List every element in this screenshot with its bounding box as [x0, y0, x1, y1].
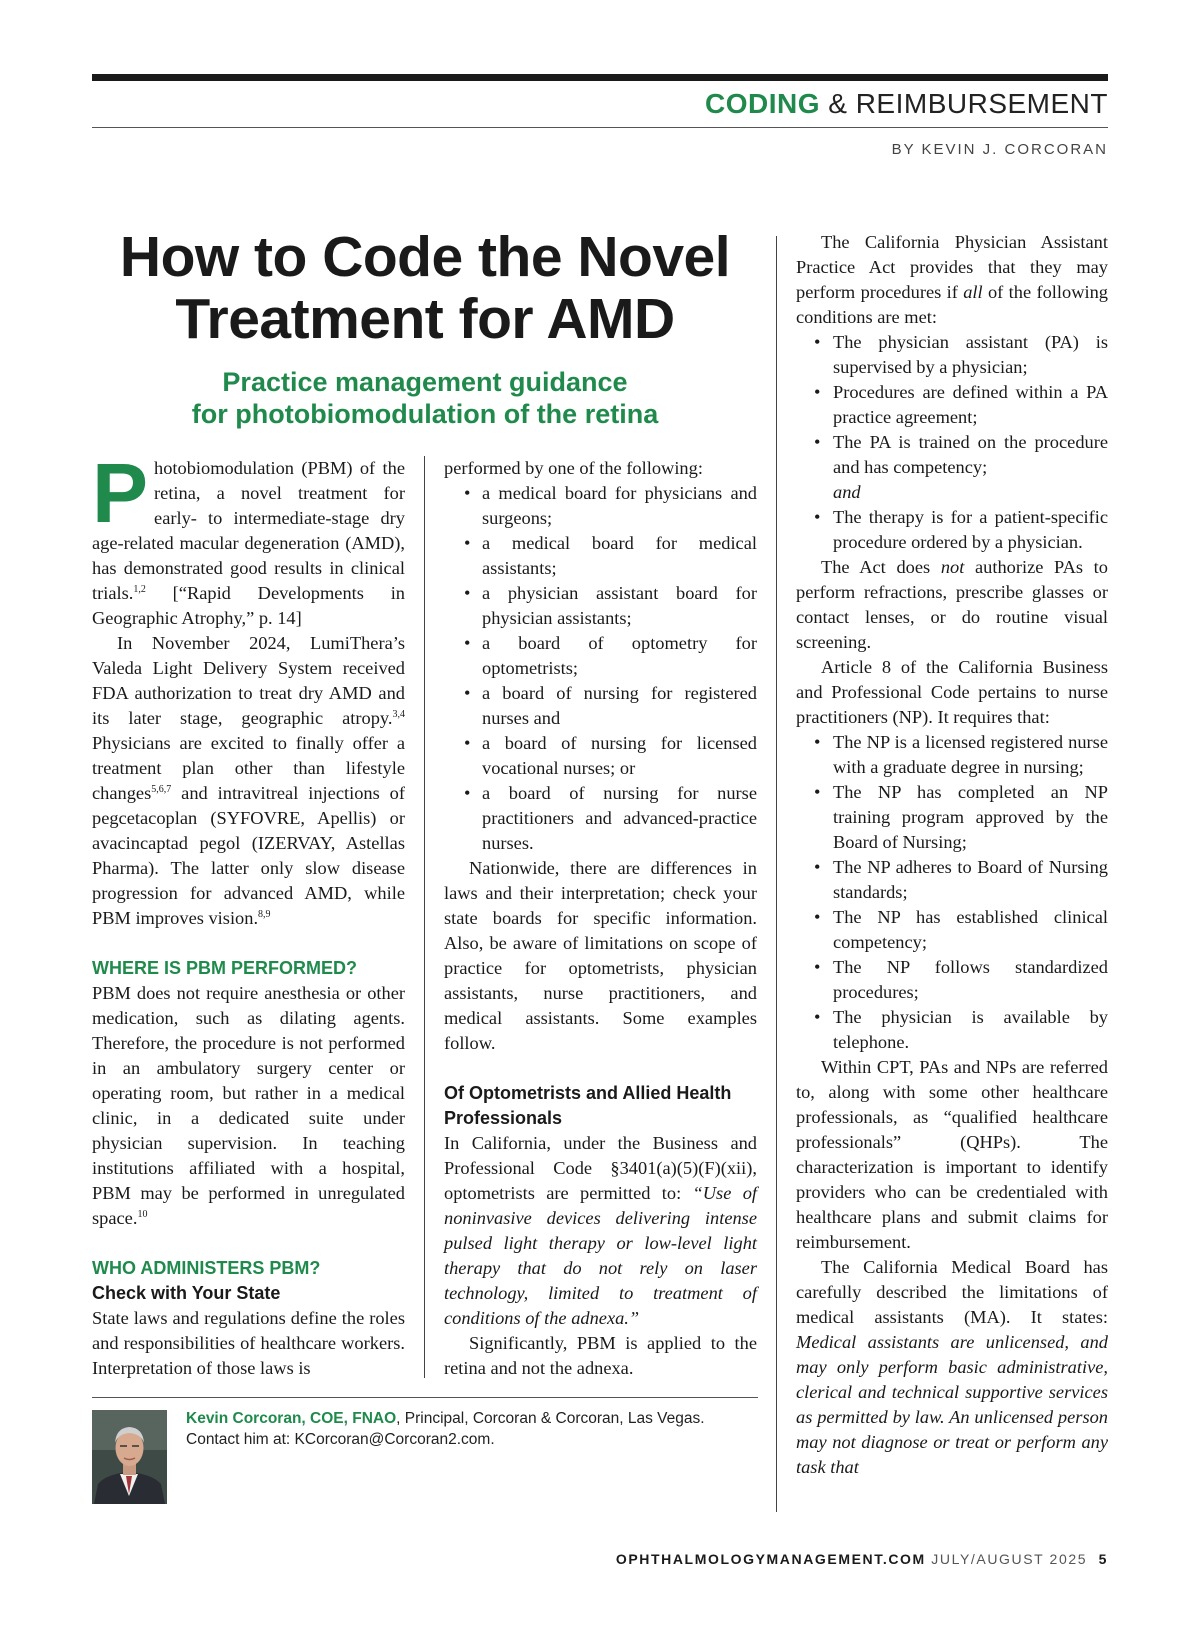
- paragraph: [92, 981, 405, 1231]
- list-item: • a physician assistant board for physician assistants;: [444, 581, 757, 631]
- column-3: [796, 230, 1108, 1480]
- list-item: [796, 430, 1108, 505]
- text: PBM does not require anesthesia or other medication, such as dilating agents. Therefore, the procedure is not performed in an ambulatory surgery center or operating room, but rather in a medical clinic, in a dedicated suite under physician supervision. In teaching institutions affiliated with a hospital, PBM may be performed in unregulated space.: [92, 983, 405, 1228]
- list-item: • The NP is a licensed registered nurse with a graduate degree in nursing;: [796, 730, 1108, 780]
- heading-who: WHO ADMINISTERS PBM?: [92, 1258, 321, 1278]
- paragraph: [796, 555, 1108, 655]
- heading-where: WHERE IS PBM PERFORMED?: [92, 958, 358, 978]
- text: In California, under the Business and Professional Code §3401(a)(5)(F)(xii), optometrists are permitted to:: [444, 1133, 757, 1203]
- list-item: • a medical board for physicians and surgeons;: [444, 481, 757, 531]
- subheading-optometrists: Of Optometrists and Allied Health Professionals: [444, 1083, 732, 1128]
- text: The PA is trained on the procedure and has competency;: [833, 432, 1108, 477]
- list-item: • The therapy is for a patient-specific procedure ordered by a physician.: [796, 505, 1108, 555]
- top-rule: [92, 74, 1108, 81]
- footnote-ref: 1,2: [133, 583, 146, 595]
- np-requirements-list: [796, 730, 1108, 1055]
- emphasis: not: [940, 557, 965, 577]
- board-list: [444, 481, 757, 856]
- text: hotobiomodulation (PBM) of the retina, a novel treatment for early- to intermediate-stage dry age-related macular degeneration (AMD), has demonstrated good results in clinical trials.: [92, 458, 405, 603]
- author-name: Kevin Corcoran, COE, FNAO: [186, 1410, 397, 1427]
- drop-cap: P: [92, 446, 149, 540]
- paragraph: Article 8 of the California Business and Professional Code pertains to nurse practitioners (NP). It requires that:: [796, 657, 1108, 727]
- list-item: • The NP follows standardized procedures;: [796, 955, 1108, 1005]
- footer-date: JULY/AUGUST 2025: [931, 1551, 1088, 1567]
- column-1: [92, 446, 405, 1381]
- text: The California Medical Board has carefully described the limitations of medical assistants (MA). It states:: [796, 1257, 1108, 1327]
- footnote-ref: 5,6,7: [151, 783, 172, 795]
- pa-conditions-list: [796, 330, 1108, 555]
- list-item: • a board of nursing for registered nurses and: [444, 681, 757, 731]
- title-line-1: How to Code the Novel: [119, 225, 731, 289]
- text: Physicians are excited to finally offer a treatment plan other than lifestyle changes: [92, 733, 405, 803]
- title-line-2: Treatment for AMD: [175, 287, 675, 351]
- footnote-ref: 10: [137, 1208, 148, 1220]
- list-item: • a board of nursing for licensed vocational nurses; or: [444, 731, 757, 781]
- paragraph: Nationwide, there are differences in laws and their interpretation; check your state boards for specific information. Also, be aware of limitations on scope of practice for optometrists, physician assistants, nurse practitioners, and medical assistants. Some examples follow.: [444, 858, 757, 1053]
- list-item: • The NP adheres to Board of Nursing standards;: [796, 855, 1108, 905]
- text: [“Rapid Developments in Geographic Atrophy,” p. 14]: [92, 583, 405, 628]
- bio-rule: [92, 1397, 758, 1398]
- list-item: • The NP has established clinical competency;: [796, 905, 1108, 955]
- header-rule: [92, 127, 1108, 128]
- emphasis: and: [833, 482, 861, 502]
- paragraph: [796, 230, 1108, 330]
- subtitle-line-2: for photobiomodulation of the retina: [191, 399, 659, 429]
- list-item: • a board of nursing for nurse practitioners and advanced-practice nurses.: [444, 781, 757, 856]
- byline: BY KEVIN J. CORCORAN: [891, 141, 1108, 158]
- emphasis: all: [963, 282, 983, 302]
- text: and intravitreal injections of pegcetacoplan (SYFOVRE, Apellis) or avacincaptad pegol (IZERVAY, Astellas Pharma). The latter only slow disease progression for advanced AMD, while PBM improves vision.: [92, 783, 405, 928]
- list-item: • The physician is available by telephone.: [796, 1005, 1108, 1055]
- list-item: • The NP has completed an NP training program approved by the Board of Nursing;: [796, 780, 1108, 855]
- section-header: [705, 88, 1108, 120]
- paragraph: Within CPT, PAs and NPs are referred to, along with some other healthcare professionals, as “qualified healthcare professionals” (QHPs). The characterization is important to identify providers who can be credentialed with healthcare plans and submit claims for reimbursement.: [796, 1057, 1108, 1252]
- footer-site: OPHTHALMOLOGYMANAGEMENT.COM: [615, 1551, 926, 1567]
- author-bio: [186, 1408, 758, 1450]
- author-contact: Contact him at: KCorcoran@Corcoran2.com.: [186, 1431, 495, 1448]
- intro-paragraph: [92, 446, 405, 631]
- article-title: [92, 226, 758, 350]
- list-item: • a board of optometry for optometrists;: [444, 631, 757, 681]
- text: The Act does: [821, 557, 941, 577]
- paragraph: [92, 631, 405, 931]
- text: authorize PAs to perform refractions, prescribe glasses or contact lenses, or do routine visual screening.: [796, 557, 1108, 652]
- footnote-ref: 3,4: [392, 708, 405, 720]
- list-item: • Procedures are defined within a PA practice agreement;: [796, 380, 1108, 430]
- page-footer: [616, 1551, 1108, 1567]
- footnote-ref: 8,9: [258, 908, 271, 920]
- quote: Medical assistants are unlicensed, and may only perform basic administrative, clerical and technical supportive services as permitted by law. An unlicensed person may not diagnose or treat or perform any task that: [796, 1332, 1108, 1477]
- subheading-check-state: Check with Your State: [92, 1283, 281, 1303]
- paragraph: State laws and regulations define the roles and responsibilities of healthcare workers. Interpretation of those laws is: [92, 1308, 405, 1378]
- article-subtitle: [92, 366, 758, 430]
- text: The California Physician Assistant Practice Act provides that they may perform procedures if: [796, 232, 1108, 302]
- text: of the following conditions are met:: [796, 282, 1108, 327]
- paragraph: performed by one of the following:: [444, 458, 703, 478]
- text: In November 2024, LumiThera’s Valeda Light Delivery System received FDA authorization to treat dry AMD and its later stage, geographic atropy.: [92, 633, 405, 728]
- section-rest: & REIMBURSEMENT: [828, 88, 1108, 119]
- author-photo: [92, 1410, 167, 1504]
- column-2: [444, 456, 757, 1381]
- column-divider: [776, 236, 777, 1512]
- paragraph: [796, 1255, 1108, 1480]
- column-divider: [424, 456, 425, 1378]
- quote: “Use of noninvasive devices delivering intense pulsed light therapy or low-level light therapy that do not rely on laser technology, limited to treatment of conditions of the adnexa.”: [444, 1183, 757, 1328]
- author-role: , Principal, Corcoran & Corcoran, Las Vegas.: [396, 1410, 705, 1427]
- section-keyword: CODING: [704, 88, 820, 119]
- subtitle-line-1: Practice management guidance: [222, 367, 628, 397]
- list-item: • The physician assistant (PA) is supervised by a physician;: [796, 330, 1108, 380]
- page-number: 5: [1098, 1551, 1108, 1567]
- paragraph: Significantly, PBM is applied to the retina and not the adnexa.: [444, 1333, 757, 1378]
- paragraph: [444, 1131, 757, 1331]
- list-item: • a medical board for medical assistants;: [444, 531, 757, 581]
- author-portrait-icon: [92, 1410, 167, 1504]
